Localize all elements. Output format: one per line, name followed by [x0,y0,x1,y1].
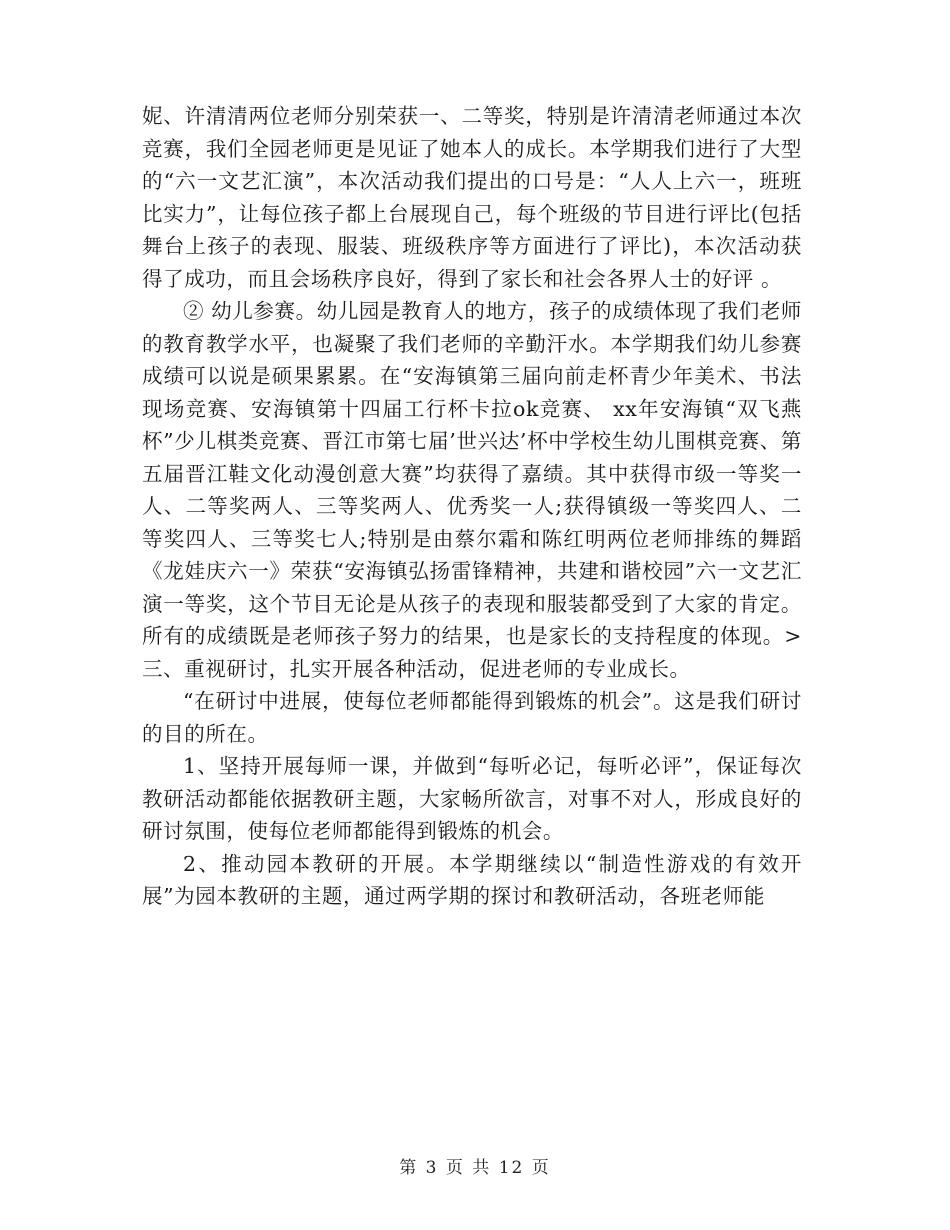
document-body [142,100,802,913]
paragraph-school-based-research: 2、推动园本教研的开展。本学期继续以“制造性游戏的有效开展”为园本教研的主题，通过两学期的探讨和教研活动，各班老师能 [142,851,802,908]
paragraph-children-competitions: ② 幼儿参赛。幼儿园是教育人的地方，孩子的成绩体现了我们老师的教育教学水平，也凝聚了我们老师的辛勤汗水。本学期我们幼儿参赛成绩可以说是硕果累累。在“安海镇第三届向前走杯青少年美术、书法现场竞赛、安海镇第十四届工行杯卡拉ok竞赛、 xx年安海镇“双飞燕杯”少儿棋类竞赛、晋江市第七届’世兴达’杯中学校生幼儿围棋竞赛、第五届晋江鞋文化动漫创意大赛”均获得了嘉绩。其中获得市级一等奖一人、二等奖两人、三等奖两人、优秀奖一人;获得镇级一等奖四人、二等奖四人、三等奖七人;特别是由蔡尔霜和陈红明两位老师排练的舞蹈《龙娃庆六一》荣获“安海镇弘扬雷锋精神，共建和谐校园”六一文艺汇演一等奖，这个节目无论是从孩子的表现和服装都受到了大家的肯定。所有的成绩既是老师孩子努力的结果，也是家长的支持程度的体现。> 三、重视研讨，扎实开展各种活动，促进老师的专业成长。 [142,299,803,681]
paragraph-awards-teachers: 妮、许清清两位老师分别荣获一、二等奖，特别是许清清老师通过本次竞赛，我们全园老师更是见证了她本人的成长。本学期我们进行了大型的“六一文艺汇演”，本次活动我们提出的口号是：“人人上六一，班班比实力”，让每位孩子都上台展现自己，每个班级的节目进行评比(包括舞台上孩子的表现、服装、班级秩序等方面进行了评比)，本次活动获得了成功，而且会场秩序良好，得到了家长和社会各界人士的好评 。 [142,104,802,291]
paragraph-one-lesson-per-teacher: 1、坚持开展每师一课，并做到“每听必记，每听必评”，保证每次教研活动都能依据教研主题，大家畅所欲言，对事不对人，形成良好的研讨氛围，使每位老师都能得到锻炼的机会。 [142,754,802,843]
page-number-footer: 第 3 页 共 12 页 [399,1158,551,1178]
paragraph-research-purpose: “在研讨中进展，使每位老师都能得到锻炼的机会”。这是我们研讨的目的所在。 [142,689,802,746]
